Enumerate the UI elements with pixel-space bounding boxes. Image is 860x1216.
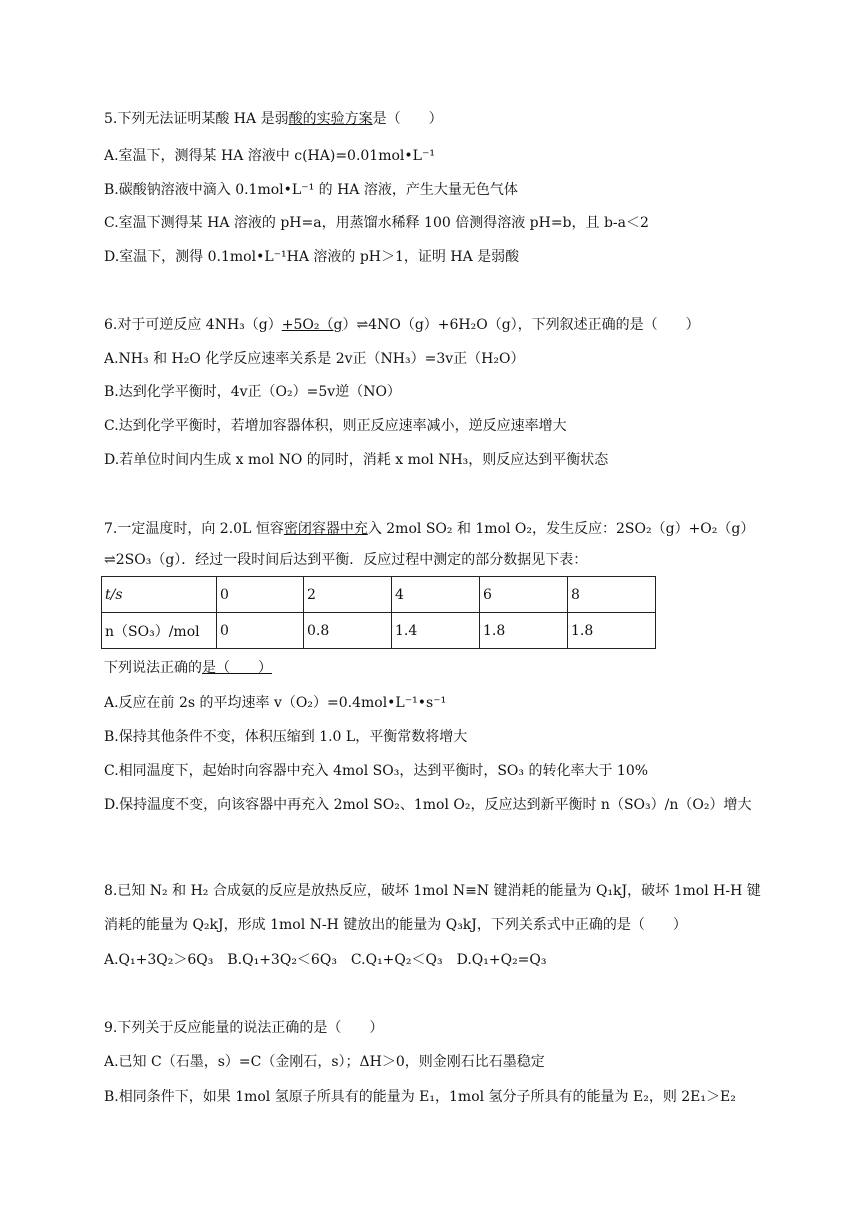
table-cell: 0 [217,577,304,613]
q7-after-table [104,658,272,678]
table-row [102,613,656,649]
q7-option-c: C.相同温度下，起始时向容器中充入 4mol SO₃，达到平衡时，SO₃ 的转化率大于 10% [104,763,649,779]
q7-stem-text: 7.一定温度时，向 2.0L 恒容 [104,521,284,537]
q9-option-b: B.相同条件下，如果 1mol 氢原子所具有的能量为 E₁，1mol 氢分子所具有的能量为 E₂，则 2E₁＞E₂ [104,1089,736,1105]
q5-stem-underlined: 酸的实验方案 [288,111,373,127]
q5-stem-tail: 是（ ） [372,111,443,127]
q7-stem-tail: 入 2mol SO₂ 和 1mol O₂，发生反应：2SO₂（g）+O₂（g） [367,521,755,537]
q7-after-text: 下列说法正确的 [104,660,202,676]
q6-stem-underlined: +5O₂（g [281,317,343,333]
q6-option-d: D.若单位时间内生成 x mol NO 的同时，消耗 x mol NH₃，则反应达到平衡状态 [104,452,609,468]
q8-stem-line2: 消耗的能量为 Q₂kJ，形成 1mol N-H 键放出的能量为 Q₃kJ，下列关系式中正确的是（ ） [104,917,687,933]
q7-option-b: B.保持其他条件不变，体积压缩到 1.0 L，平衡常数将增大 [104,729,468,745]
q6-option-a: A.NH₃ 和 H₂O 化学反应速率关系是 2v正（NH₃）=3v正（H₂O） [104,351,525,367]
table-cell: 0.8 [304,613,392,649]
table-cell: 1.8 [480,613,568,649]
q7-data-table [101,576,656,649]
table-cell: 1.8 [568,613,656,649]
q7-stem-line1 [104,519,754,539]
table-cell: t/s [102,577,217,613]
q8-options: A.Q₁+3Q₂＞6Q₃ B.Q₁+3Q₂＜6Q₃ C.Q₁+Q₂＜Q₃ D.Q₁+Q₂=Q₃ [104,952,547,968]
q8-stem-line1: 8.已知 N₂ 和 H₂ 合成氨的反应是放热反应，破坏 1mol N≡N 键消耗的能量为 Q₁kJ，破坏 1mol H-H 键 [104,883,761,899]
q7-option-d: D.保持温度不变，向该容器中再充入 2mol SO₂、1mol O₂，反应达到新平衡时 n（SO₃）/n（O₂）增大 [104,797,752,813]
q5-option-d: D.室温下，测得 0.1mol•L⁻¹HA 溶液的 pH＞1，证明 HA 是弱酸 [104,249,520,265]
q6-stem [104,315,700,335]
q7-option-a: A.反应在前 2s 的平均速率 v（O₂）=0.4mol•L⁻¹•s⁻¹ [104,695,447,711]
table-cell: n（SO₃）/mol [102,613,217,649]
q5-stem-text: 5.下列无法证明某酸 HA 是弱 [104,111,289,127]
q9-stem: 9.下列关于反应能量的说法正确的是（ ） [104,1020,384,1036]
table-cell: 1.4 [392,613,480,649]
q6-stem-tail: ）⇌4NO（g）+6H₂O（g），下列叙述正确的是（ ） [342,317,700,333]
q6-option-b: B.达到化学平衡时，4v正（O₂）=5v逆（NO） [104,384,401,400]
q5-option-b: B.碳酸钠溶液中滴入 0.1mol•L⁻¹ 的 HA 溶液，产生大量无色气体 [104,182,518,198]
table-cell: 8 [568,577,656,613]
table-cell: 6 [480,577,568,613]
table-cell: 0 [217,613,304,649]
q5-stem [104,109,443,129]
q5-option-c: C.室温下测得某 HA 溶液的 pH=a，用蒸馏水稀释 100 倍测得溶液 pH=b，且 b-a＜2 [104,215,649,231]
q5-option-a: A.室温下，测得某 HA 溶液中 c(HA)=0.01mol•L⁻¹ [104,148,435,164]
q7-stem-underlined: 密闭容器中充 [283,521,368,537]
table-cell: 4 [392,577,480,613]
q6-option-c: C.达到化学平衡时，若增加容器体积，则正反应速率减小，逆反应速率增大 [104,418,567,434]
table-cell: 2 [304,577,392,613]
q7-stem-line2: ⇌2SO₃（g）．经过一段时间后达到平衡．反应过程中测定的部分数据见下表： [104,552,588,568]
table-row [102,577,656,613]
q6-stem-text: 6.对于可逆反应 4NH₃（g） [104,317,282,333]
q9-option-a: A.已知 C（石墨，s）=C（金刚石，s）；ΔH＞0，则金刚石比石墨稳定 [104,1054,545,1070]
q7-after-underlined: 是（ ） [202,660,272,676]
